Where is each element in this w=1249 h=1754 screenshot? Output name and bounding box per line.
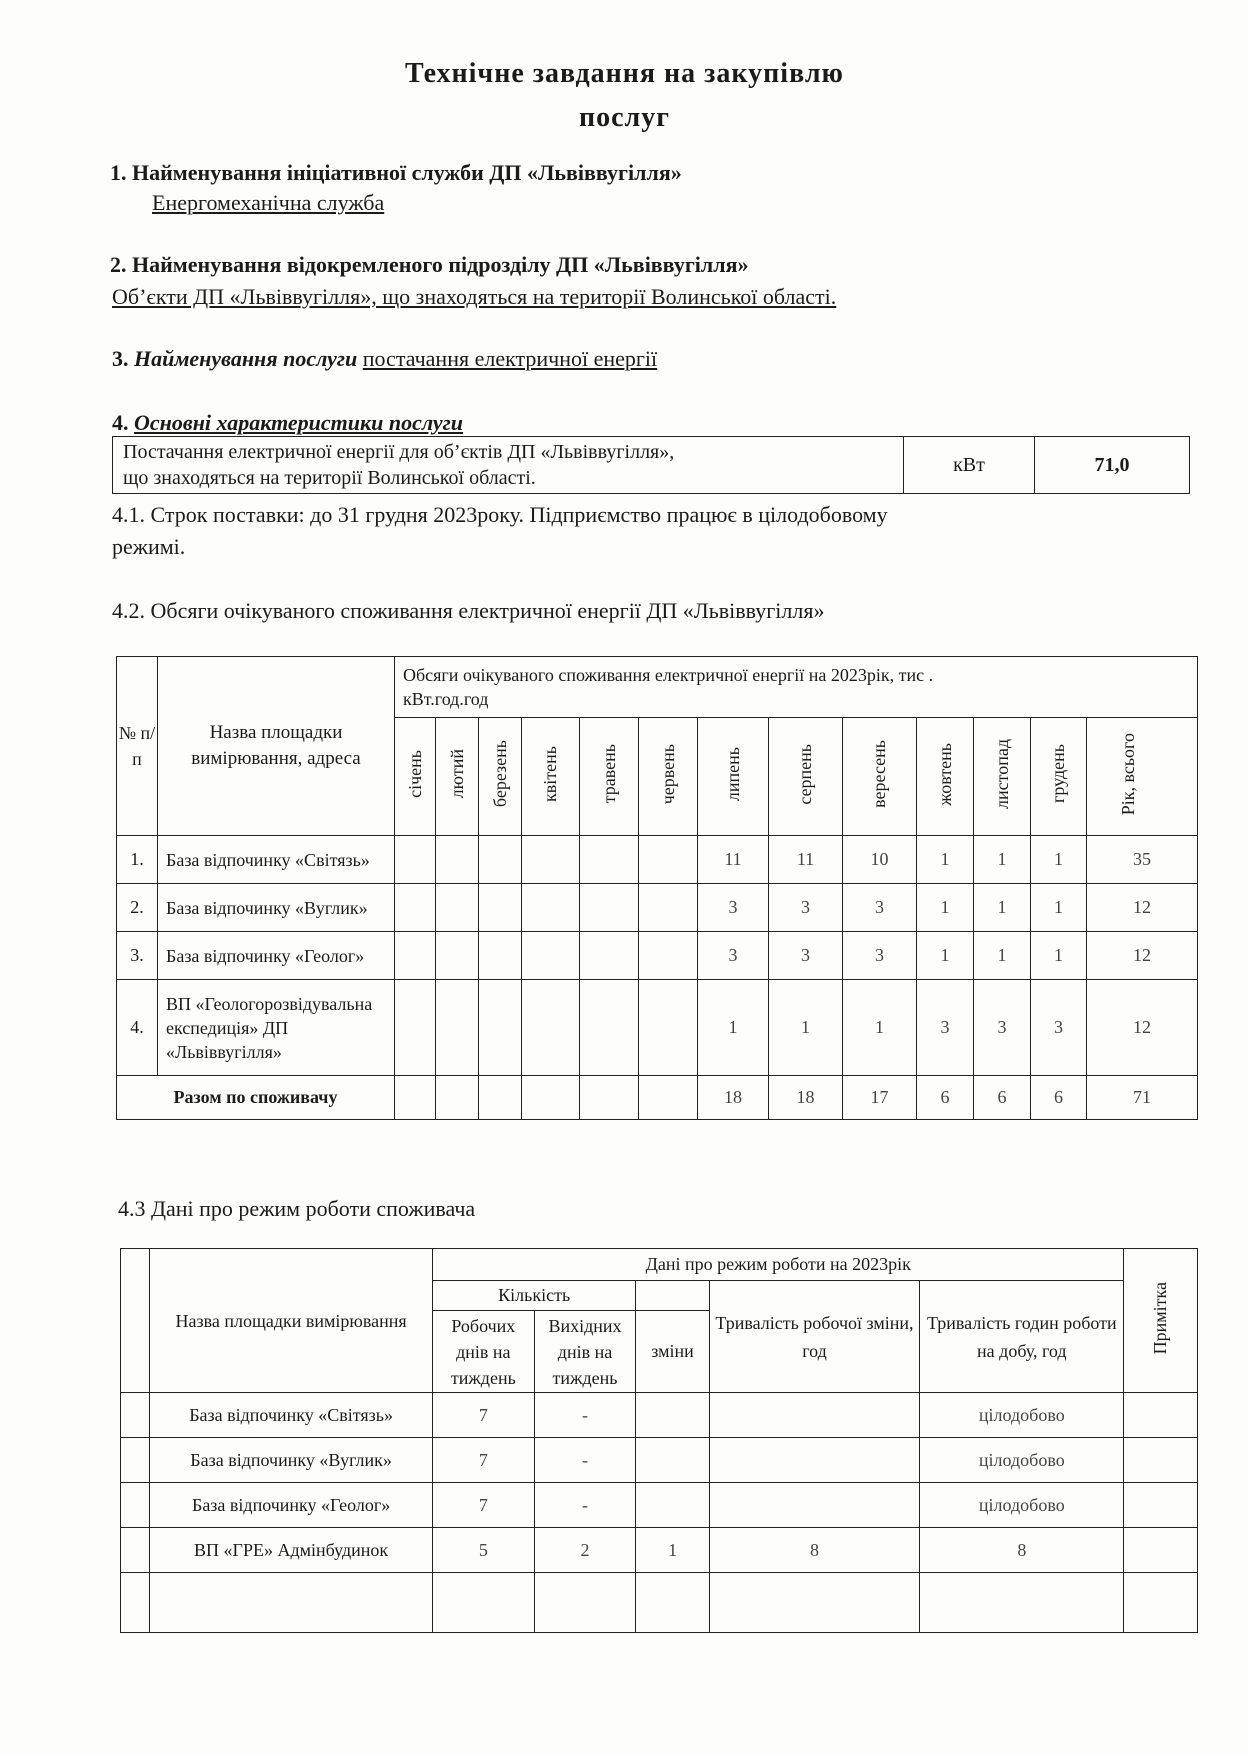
table-row	[121, 1483, 1198, 1528]
table-row-empty	[121, 1573, 1198, 1633]
section-3-number: 3.	[112, 346, 129, 371]
cell-value	[580, 980, 639, 1076]
regime-shift-duration	[709, 1438, 919, 1483]
service-description-line1: Постачання електричної енергії для об’єктів ДП «Львіввугілля»,	[123, 441, 675, 463]
service-description-cell	[113, 437, 904, 494]
cell-value: 3	[843, 932, 917, 980]
regime-shift-duration	[709, 1393, 919, 1438]
cell-value	[436, 836, 479, 884]
sum-row	[117, 1076, 1198, 1120]
cell-value: 1	[698, 980, 769, 1076]
section-4-number: 4.	[112, 410, 129, 435]
cell-value	[479, 980, 522, 1076]
count-header: Кількість	[433, 1281, 636, 1311]
regime-name-header: Назва площадки вимірювання	[150, 1249, 433, 1393]
section-1-title: Найменування ініціативної служби ДП «Львіввугілля»	[132, 160, 682, 185]
sum-value	[639, 1076, 698, 1120]
month-header-3: березень	[489, 740, 510, 808]
consumption-volume-heading: 4.2. Обсяги очікуваного споживання електричної енергії ДП «Львіввугілля»	[112, 598, 825, 623]
regime-shifts	[636, 1483, 709, 1528]
sum-value: 6	[974, 1076, 1031, 1120]
col-number-header: № п/ п	[117, 657, 158, 836]
regime-shifts: 1	[636, 1528, 709, 1573]
section-2-number: 2.	[110, 252, 127, 277]
regime-workdays: 7	[433, 1393, 535, 1438]
month-header-11: листопад	[991, 738, 1012, 809]
regime-day-duration: цілодобово	[920, 1438, 1124, 1483]
cell-value: 1	[974, 836, 1031, 884]
table-row	[121, 1393, 1198, 1438]
cell-value: 10	[843, 836, 917, 884]
regime-note	[1124, 1438, 1198, 1483]
section-2-value: Об’єкти ДП «Львіввугілля», що знаходяться на території Волинської області.	[112, 284, 837, 309]
service-description-line2: що знаходяться на території Волинської області.	[123, 467, 536, 489]
section-1-heading	[110, 160, 682, 186]
regime-note	[1124, 1528, 1198, 1573]
day-duration-header: Тривалість годин роботи на добу, год	[920, 1281, 1124, 1393]
row-total: 12	[1087, 932, 1198, 980]
sum-total: 71	[1087, 1076, 1198, 1120]
cell-value	[522, 980, 580, 1076]
cell-value: 3	[698, 884, 769, 932]
regime-shifts	[636, 1438, 709, 1483]
workdays-header: Робочих днів на тиждень	[433, 1311, 535, 1393]
cell-value	[639, 884, 698, 932]
delivery-term-line1: 4.1. Строк поставки: до 31 грудня 2023року. Підприємство працює в цілодобовому	[112, 502, 888, 527]
cell-value	[522, 836, 580, 884]
regime-blank-col	[121, 1249, 150, 1393]
row-name: База відпочинку «Вуглик»	[158, 884, 395, 932]
cell-value: 11	[698, 836, 769, 884]
month-header-7: липень	[722, 746, 743, 802]
cell-value: 1	[843, 980, 917, 1076]
month-header-8: серпень	[795, 743, 815, 805]
regime-row-name: База відпочинку «Світязь»	[150, 1393, 433, 1438]
row-name: База відпочинку «Світязь»	[158, 836, 395, 884]
regime-row-name: ВП «ГРЕ» Адмінбудинок	[150, 1528, 433, 1573]
cell-value	[479, 884, 522, 932]
cell-value	[436, 980, 479, 1076]
cell-value: 1	[1031, 836, 1087, 884]
table-row	[117, 884, 1198, 932]
sum-value	[436, 1076, 479, 1120]
regime-row-name: База відпочинку «Вуглик»	[150, 1438, 433, 1483]
sum-value: 6	[917, 1076, 974, 1120]
regime-heading: 4.3 Дані про режим роботи споживача	[118, 1196, 476, 1221]
regime-day-duration: 8	[920, 1528, 1124, 1573]
delivery-term-line2: режимі.	[112, 534, 186, 559]
service-unit: кВт	[904, 437, 1035, 494]
cell-value	[479, 932, 522, 980]
regime-weekend: -	[534, 1393, 636, 1438]
cell-value: 3	[1031, 980, 1087, 1076]
regime-row-name: База відпочинку «Геолог»	[150, 1483, 433, 1528]
regime-shift-duration	[709, 1483, 919, 1528]
section-1-value: Енергомеханічна служба	[152, 190, 385, 215]
cell-value: 3	[843, 884, 917, 932]
cell-value	[395, 932, 436, 980]
regime-weekend: 2	[534, 1528, 636, 1573]
cell-value: 1	[1031, 932, 1087, 980]
month-header-4: квітень	[540, 746, 560, 802]
cell-value	[580, 884, 639, 932]
month-header-9: вересень	[869, 740, 889, 808]
consumption-group-header	[395, 657, 1198, 718]
section-2-title: Найменування відокремленого підрозділу ДП «Львіввугілля»	[132, 252, 749, 277]
cell-value	[522, 932, 580, 980]
cell-value: 3	[769, 932, 843, 980]
service-characteristics-table	[112, 436, 1190, 494]
row-total: 12	[1087, 980, 1198, 1076]
cell-value: 11	[769, 836, 843, 884]
cell-value	[522, 884, 580, 932]
cell-value: 1	[974, 932, 1031, 980]
section-4-title: Основні характеристики послуги	[134, 410, 464, 435]
sum-value	[395, 1076, 436, 1120]
shifts-header: зміни	[636, 1311, 709, 1393]
cell-value	[639, 980, 698, 1076]
shift-duration-header: Тривалість робочої зміни, год	[709, 1281, 919, 1393]
row-number: 1.	[117, 836, 158, 884]
regime-table	[120, 1248, 1198, 1633]
regime-workdays: 5	[433, 1528, 535, 1573]
year-total-header: Рік, всього	[1118, 732, 1138, 816]
cell-value	[395, 836, 436, 884]
section-3-title: Найменування послуги	[134, 346, 358, 371]
note-header: Примітка	[1150, 1281, 1171, 1355]
table-row	[121, 1528, 1198, 1573]
row-number: 2.	[117, 884, 158, 932]
cell-value: 3	[917, 980, 974, 1076]
cell-value	[580, 932, 639, 980]
regime-workdays: 7	[433, 1438, 535, 1483]
sum-value	[522, 1076, 580, 1120]
cell-value: 1	[1031, 884, 1087, 932]
section-2-heading	[110, 252, 749, 278]
weekend-header: Вихідних днів на тиждень	[534, 1311, 636, 1393]
sum-value: 17	[843, 1076, 917, 1120]
cell-value	[580, 836, 639, 884]
cell-value	[395, 884, 436, 932]
section-3-heading	[112, 346, 657, 372]
cell-value	[436, 932, 479, 980]
regime-day-duration: цілодобово	[920, 1483, 1124, 1528]
sum-label: Разом по споживачу	[117, 1076, 395, 1120]
month-header-2: лютий	[446, 749, 467, 799]
section-4-heading	[112, 410, 463, 436]
consumption-table	[116, 656, 1198, 1120]
col-name-header: Назва площадки вимірювання, адреса	[158, 657, 395, 836]
regime-weekend: -	[534, 1438, 636, 1483]
doc-title-line1: Технічне завдання на закупівлю	[405, 58, 844, 89]
regime-group-header: Дані про режим роботи на 2023рік	[433, 1249, 1124, 1281]
row-total: 12	[1087, 884, 1198, 932]
regime-note	[1124, 1483, 1198, 1528]
row-name: ВП «Геологорозвідувальна експедиція» ДП «Львіввугілля»	[158, 980, 395, 1076]
table-row	[117, 932, 1198, 980]
row-number: 3.	[117, 932, 158, 980]
month-header-1: січень	[404, 750, 425, 798]
cell-value	[639, 836, 698, 884]
month-header-12: грудень	[1048, 744, 1068, 804]
service-value: 71,0	[1035, 437, 1190, 494]
regime-shifts	[636, 1393, 709, 1438]
sum-value	[580, 1076, 639, 1120]
regime-shift-duration: 8	[709, 1528, 919, 1573]
cell-value: 1	[917, 836, 974, 884]
month-header-6: червень	[657, 743, 678, 805]
table-row	[117, 980, 1198, 1076]
regime-day-duration: цілодобово	[920, 1393, 1124, 1438]
cell-value: 3	[769, 884, 843, 932]
section-1-number: 1.	[110, 160, 127, 185]
sum-value: 18	[698, 1076, 769, 1120]
regime-weekend: -	[534, 1483, 636, 1528]
cell-value: 3	[974, 980, 1031, 1076]
cell-value	[395, 980, 436, 1076]
cell-value: 1	[769, 980, 843, 1076]
sum-value: 18	[769, 1076, 843, 1120]
regime-workdays: 7	[433, 1483, 535, 1528]
doc-title-line2: послуг	[579, 102, 670, 133]
cell-value: 1	[917, 884, 974, 932]
regime-blank-header	[636, 1281, 709, 1311]
row-name: База відпочинку «Геолог»	[158, 932, 395, 980]
month-header-5: травень	[598, 744, 619, 804]
cell-value	[479, 836, 522, 884]
section-3-value: постачання електричної енергії	[362, 346, 658, 371]
consumption-group-header-line1: Обсяги очікуваного споживання електричної енергії на 2023рік, тис .	[403, 665, 934, 685]
cell-value: 3	[698, 932, 769, 980]
regime-note	[1124, 1393, 1198, 1438]
row-total: 35	[1087, 836, 1198, 884]
table-row	[121, 1438, 1198, 1483]
row-number: 4.	[117, 980, 158, 1076]
consumption-group-header-line2: кВт.год.год	[403, 689, 489, 709]
sum-value: 6	[1031, 1076, 1087, 1120]
sum-value	[479, 1076, 522, 1120]
table-row	[117, 836, 1198, 884]
cell-value: 1	[974, 884, 1031, 932]
cell-value: 1	[917, 932, 974, 980]
cell-value	[639, 932, 698, 980]
month-header-10: жовтень	[934, 742, 955, 806]
cell-value	[436, 884, 479, 932]
